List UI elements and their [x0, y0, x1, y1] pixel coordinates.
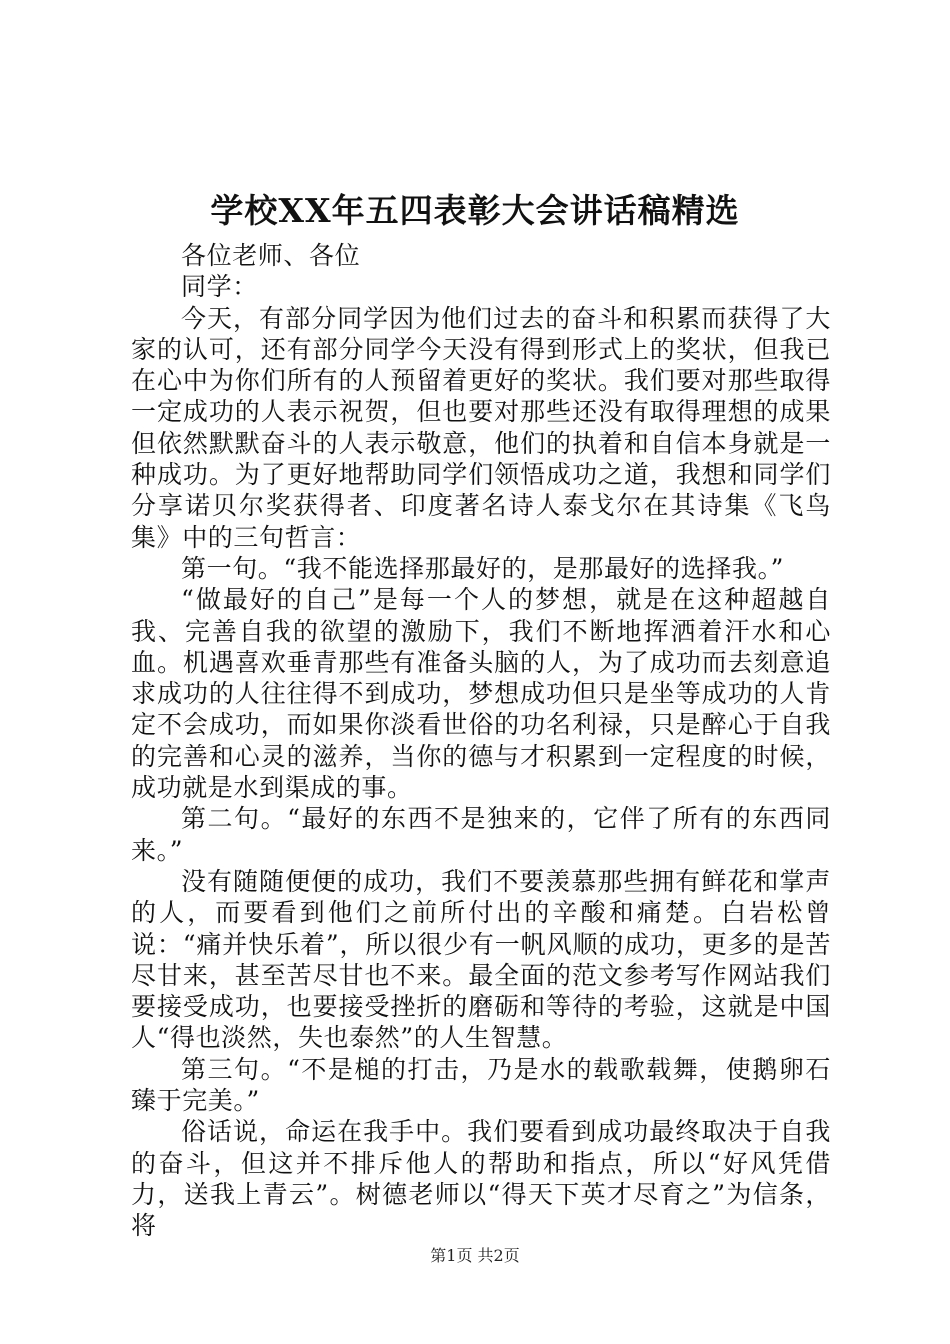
- paragraph-commentary-2: 没有随随便便的成功，我们不要羡慕那些拥有鲜花和掌声的人，而要看到他们之前所付出的辛酸和痛楚。白岩松曾说：“痛并快乐着”，所以很少有一帆风顺的成功，更多的是苦尽甘来，甚至苦尽甘也不来。最全面的范文参考写作网站我们要接受成功，也要接受挫折的磨砺和等待的考验，这就是中国人“得也淡然，失也泰然”的人生智慧。: [131, 866, 831, 1053]
- page-footer: 第1页 共2页: [430, 1246, 520, 1265]
- paragraph-commentary-1: “做最好的自己”是每一个人的梦想，就是在这种超越自我、完善自我的欲望的激励下，我们不断地挥洒着汗水和心血。机遇喜欢垂青那些有准备头脑的人，为了成功而去刻意追求成功的人往往得不到成功，梦想成功但只是坐等成功的人肯定不会成功，而如果你淡看世俗的功名利禄，只是醉心于自我的完善和心灵的滋养，当你的德与才积累到一定程度的时候，成功就是水到渠成的事。: [131, 585, 831, 803]
- paragraph-quote-3: 第三句。“不是槌的打击，乃是水的载歌载舞，使鹅卵石臻于完美。”: [131, 1054, 831, 1116]
- document-body: [131, 240, 831, 1242]
- paragraph-intro: 今天，有部分同学因为他们过去的奋斗和积累而获得了大家的认可，还有部分同学今天没有得到形式上的奖状，但我已在心中为你们所有的人预留着更好的奖状。我们要对那些取得一定成功的人表示祝贺，但也要对那些还没有取得理想的成果但依然默默奋斗的人表示敬意，他们的执着和自信本身就是一种成功。为了更好地帮助同学们领悟成功之道，我想和同学们分享诺贝尔奖获得者、印度著名诗人泰戈尔在其诗集《飞鸟集》中的三句哲言：: [131, 303, 831, 552]
- paragraph-salutation-1: 各位老师、各位: [181, 241, 361, 270]
- document-title: 学校XX年五四表彰大会讲话稿精选: [210, 191, 740, 230]
- paragraph-quote-2: 第二句。“最好的东西不是独来的，它伴了所有的东西同来。”: [131, 804, 831, 865]
- paragraph-salutation-2: 同学：: [181, 272, 258, 302]
- paragraph-commentary-3: 俗话说，命运在我手中。我们要看到成功最终取决于自我的奋斗，但这并不排斥他人的帮助和指点，所以“好风凭借力，送我上青云”。树德老师以“得天下英才尽育之”为信条，将: [131, 1117, 831, 1241]
- paragraph-quote-1: 第一句。“我不能选择那最好的，是那最好的选择我。”: [181, 553, 785, 583]
